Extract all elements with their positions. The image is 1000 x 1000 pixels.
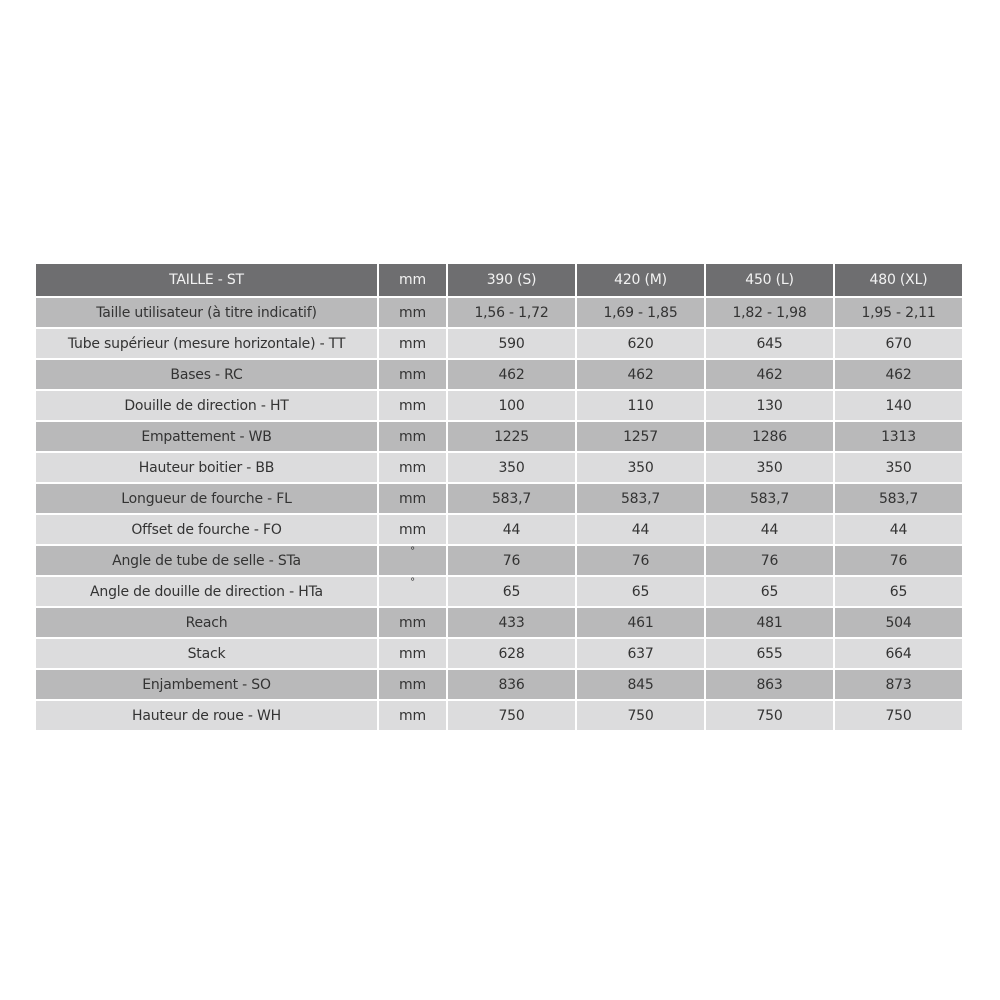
table-row: [36, 546, 962, 575]
row-value-size-s: 350: [448, 453, 575, 482]
row-value-size-m: 44: [577, 515, 704, 544]
row-label: Angle de douille de direction - HTa: [36, 577, 377, 606]
row-unit: mm: [379, 360, 446, 389]
row-value-size-xl: 750: [835, 701, 962, 730]
table-row: [36, 298, 962, 327]
row-value-size-s: 76: [448, 546, 575, 575]
row-value-size-l: 750: [706, 701, 833, 730]
header-unit: mm: [379, 264, 446, 296]
row-value-size-xl: 1313: [835, 422, 962, 451]
table-body: [36, 298, 962, 730]
row-value-size-xl: 873: [835, 670, 962, 699]
row-value-size-m: 110: [577, 391, 704, 420]
row-value-size-m: 350: [577, 453, 704, 482]
table-row: [36, 453, 962, 482]
table-row: [36, 639, 962, 668]
row-value-size-s: 462: [448, 360, 575, 389]
row-unit: mm: [379, 670, 446, 699]
row-value-size-m: 583,7: [577, 484, 704, 513]
row-value-size-s: 628: [448, 639, 575, 668]
table-header: [36, 264, 962, 296]
row-unit: mm: [379, 515, 446, 544]
row-label: Longueur de fourche - FL: [36, 484, 377, 513]
row-value-size-l: 481: [706, 608, 833, 637]
row-unit: mm: [379, 701, 446, 730]
row-unit: mm: [379, 391, 446, 420]
row-value-size-l: 462: [706, 360, 833, 389]
row-value-size-m: 65: [577, 577, 704, 606]
row-value-size-m: 461: [577, 608, 704, 637]
row-value-size-l: 76: [706, 546, 833, 575]
row-unit: °: [379, 546, 446, 575]
row-value-size-m: 462: [577, 360, 704, 389]
header-size-s: 390 (S): [448, 264, 575, 296]
row-value-size-xl: 76: [835, 546, 962, 575]
row-value-size-l: 1,82 - 1,98: [706, 298, 833, 327]
row-unit: mm: [379, 422, 446, 451]
row-label: Reach: [36, 608, 377, 637]
row-value-size-xl: 664: [835, 639, 962, 668]
row-label: Enjambement - SO: [36, 670, 377, 699]
row-value-size-xl: 1,95 - 2,11: [835, 298, 962, 327]
row-value-size-s: 65: [448, 577, 575, 606]
geometry-table: [34, 262, 964, 732]
row-label: Bases - RC: [36, 360, 377, 389]
table-row: [36, 391, 962, 420]
row-value-size-l: 1286: [706, 422, 833, 451]
row-value-size-s: 433: [448, 608, 575, 637]
row-value-size-xl: 140: [835, 391, 962, 420]
row-value-size-l: 655: [706, 639, 833, 668]
table-row: [36, 701, 962, 730]
row-label: Douille de direction - HT: [36, 391, 377, 420]
table-row: [36, 422, 962, 451]
header-size-label: TAILLE - ST: [36, 264, 377, 296]
table-row: [36, 577, 962, 606]
row-value-size-s: 750: [448, 701, 575, 730]
row-value-size-m: 620: [577, 329, 704, 358]
table-row: [36, 360, 962, 389]
row-value-size-xl: 65: [835, 577, 962, 606]
row-value-size-xl: 583,7: [835, 484, 962, 513]
row-value-size-m: 1,69 - 1,85: [577, 298, 704, 327]
row-label: Angle de tube de selle - STa: [36, 546, 377, 575]
row-unit: mm: [379, 608, 446, 637]
row-value-size-xl: 504: [835, 608, 962, 637]
table-row: [36, 670, 962, 699]
table-row: [36, 329, 962, 358]
row-value-size-m: 76: [577, 546, 704, 575]
row-unit: °: [379, 577, 446, 606]
row-value-size-m: 750: [577, 701, 704, 730]
row-label: Empattement - WB: [36, 422, 377, 451]
table-row: [36, 515, 962, 544]
row-value-size-m: 637: [577, 639, 704, 668]
row-unit: mm: [379, 453, 446, 482]
row-value-size-s: 1225: [448, 422, 575, 451]
row-value-size-xl: 670: [835, 329, 962, 358]
row-value-size-xl: 350: [835, 453, 962, 482]
row-value-size-xl: 44: [835, 515, 962, 544]
row-unit: mm: [379, 329, 446, 358]
row-value-size-xl: 462: [835, 360, 962, 389]
row-value-size-l: 583,7: [706, 484, 833, 513]
row-value-size-s: 583,7: [448, 484, 575, 513]
row-unit: mm: [379, 298, 446, 327]
row-label: Taille utilisateur (à titre indicatif): [36, 298, 377, 327]
table-row: [36, 484, 962, 513]
row-label: Hauteur de roue - WH: [36, 701, 377, 730]
row-value-size-s: 836: [448, 670, 575, 699]
header-size-xl: 480 (XL): [835, 264, 962, 296]
row-label: Stack: [36, 639, 377, 668]
row-value-size-s: 100: [448, 391, 575, 420]
row-unit: mm: [379, 639, 446, 668]
row-value-size-l: 645: [706, 329, 833, 358]
row-unit: mm: [379, 484, 446, 513]
header-size-l: 450 (L): [706, 264, 833, 296]
row-value-size-m: 1257: [577, 422, 704, 451]
row-label: Tube supérieur (mesure horizontale) - TT: [36, 329, 377, 358]
row-value-size-s: 1,56 - 1,72: [448, 298, 575, 327]
table-row: [36, 608, 962, 637]
row-value-size-l: 44: [706, 515, 833, 544]
row-value-size-s: 44: [448, 515, 575, 544]
row-value-size-s: 590: [448, 329, 575, 358]
row-value-size-l: 65: [706, 577, 833, 606]
row-value-size-m: 845: [577, 670, 704, 699]
row-value-size-l: 863: [706, 670, 833, 699]
row-label: Offset de fourche - FO: [36, 515, 377, 544]
row-value-size-l: 130: [706, 391, 833, 420]
header-size-m: 420 (M): [577, 264, 704, 296]
row-label: Hauteur boitier - BB: [36, 453, 377, 482]
header-row: [36, 264, 962, 296]
row-value-size-l: 350: [706, 453, 833, 482]
